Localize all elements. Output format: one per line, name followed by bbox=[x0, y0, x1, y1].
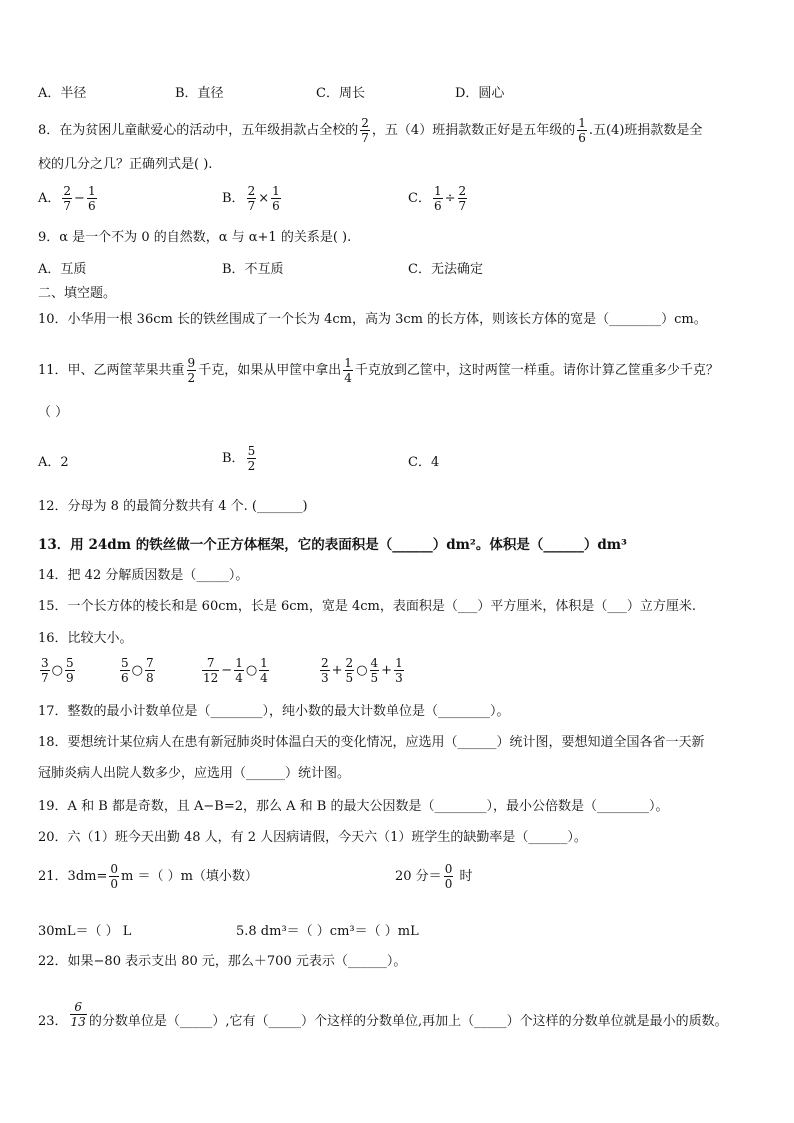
q11-option-c: C．4 bbox=[408, 455, 440, 470]
question-19: 19．A 和 B 都是奇数，且 A−B=2，那么 A 和 B 的最大公因数是（________），最小公倍数是（________）。 bbox=[38, 799, 669, 814]
q16-compare-3: $\frac{7}{12}$ − $\frac{1}{4}$ ○ $\frac{1}{4}$ bbox=[203, 656, 268, 685]
q9-option-c: C．无法确定 bbox=[408, 262, 483, 277]
q7-option-d: D．圆心 bbox=[455, 86, 505, 101]
question-14: 14．把 42 分解质因数是（_____）。 bbox=[38, 568, 249, 583]
question-15: 15．一个长方体的棱长和是 60cm，长是 6cm，宽是 4cm，表面积是（___）平方厘米，体积是（___）立方厘米. bbox=[38, 599, 696, 614]
question-17: 17．整数的最小计数单位是（________），纯小数的最大计数单位是（________）。 bbox=[38, 704, 510, 719]
q11-option-a: A．2 bbox=[38, 455, 69, 470]
fraction: $\frac{1}{6}$ bbox=[578, 116, 586, 145]
q8-option-c: C． $\frac{1}{6}$ ÷ $\frac{2}{7}$ bbox=[408, 184, 467, 213]
question-20: 20．六（1）班今天出勤 48 人，有 2 人因病请假，今天六（1）班学生的缺勤率是（______）。 bbox=[38, 830, 587, 845]
q7-option-b: B．直径 bbox=[175, 86, 224, 101]
question-13: 13．用 24dm 的铁丝做一个正方体框架，它的表面积是（______）dm²。体积是（______）dm³ bbox=[38, 537, 627, 553]
question-18-line2: 冠肺炎病人出院人数多少，应选用（______）统计图。 bbox=[38, 766, 351, 781]
question-12: 12．分母为 8 的最简分数共有 4 个. (_______) bbox=[38, 499, 308, 514]
question-8: 8．在为贫困儿童献爱心的活动中，五年级捐款占全校的 $\frac{2}{7}$ ，五（4）班捐款数正好是五年级的 $\frac{1}{6}$ .五(4)班捐款数是全 bbox=[38, 116, 703, 145]
q9-option-a: A．互质 bbox=[38, 262, 87, 277]
q7-option-a: A．半径 bbox=[38, 86, 87, 101]
question-8-line2: 校的几分之几？正确列式是( ). bbox=[38, 157, 213, 172]
q9-option-b: B．不互质 bbox=[222, 262, 284, 277]
question-11: 11．甲、乙两筐苹果共重 $\frac{9}{2}$ 千克，如果从甲筐中拿出 $\frac{1}{4}$ 千克放到乙筐中，这时两筐一样重。请你计算乙筐重多少千克？ bbox=[38, 356, 719, 385]
fraction: $\frac{9}{2}$ bbox=[187, 356, 196, 385]
q8-option-b: B． $\frac{2}{7}$ × $\frac{1}{6}$ bbox=[222, 184, 280, 213]
question-21-line2a: 30mL＝（ ） L bbox=[38, 924, 132, 939]
question-23: 23． $\frac{6}{13}$ 的分数单位是（_____）,它有（_____）个这样的分数单位,再加上（_____）个这样的分数单位就是最小的质数。 bbox=[38, 1000, 728, 1029]
question-21-line2b: 5.8 dm³＝（ ）cm³＝（ ）mL bbox=[236, 924, 419, 939]
q16-compare-2: $\frac{5}{6}$ ○ $\frac{7}{8}$ bbox=[121, 656, 154, 685]
question-16: 16．比较大小。 bbox=[38, 631, 133, 646]
q16-compare-1: $\frac{3}{7}$ ○ $\frac{5}{9}$ bbox=[41, 656, 74, 685]
q8-option-a: A． $\frac{2}{7}$ − $\frac{1}{6}$ bbox=[38, 184, 96, 213]
section-heading: 二、填空题。 bbox=[38, 286, 117, 301]
question-18: 18．要想统计某位病人在患有新冠肺炎时体温白天的变化情况，应选用（______）统计图，要想知道全国各省一天新 bbox=[38, 735, 705, 750]
question-22: 22．如果−80 表示支出 80 元，那么＋700 元表示（______）。 bbox=[38, 954, 407, 969]
q7-option-c: C．周长 bbox=[316, 86, 365, 101]
question-10: 10．小华用一根 36cm 长的铁丝围成了一个长为 4cm，高为 3cm 的长方体，则该长方体的宽是（________）cm。 bbox=[38, 312, 707, 327]
question-21: 21．3dm= $\frac{0}{0}$ m ＝（ ）m（填小数） bbox=[38, 862, 258, 891]
q11-answer-paren: （ ） bbox=[38, 405, 69, 420]
fraction: $\frac{2}{7}$ bbox=[361, 116, 369, 145]
question-21-part2: 20 分＝ $\frac{0}{0}$ 时 bbox=[395, 862, 473, 891]
question-9: 9．α 是一个不为 0 的自然数，α 与 α+1 的关系是( ). bbox=[38, 230, 352, 245]
q16-compare-4: $\frac{2}{3}$ + $\frac{2}{5}$ ○ $\frac{4}{5}$ + $\frac{1}{3}$ bbox=[321, 656, 403, 685]
fraction: $\frac{6}{13}$ bbox=[70, 1000, 86, 1029]
fraction: $\frac{1}{4}$ bbox=[344, 356, 352, 385]
q11-option-b: B． $\frac{5}{2}$ bbox=[222, 444, 256, 473]
